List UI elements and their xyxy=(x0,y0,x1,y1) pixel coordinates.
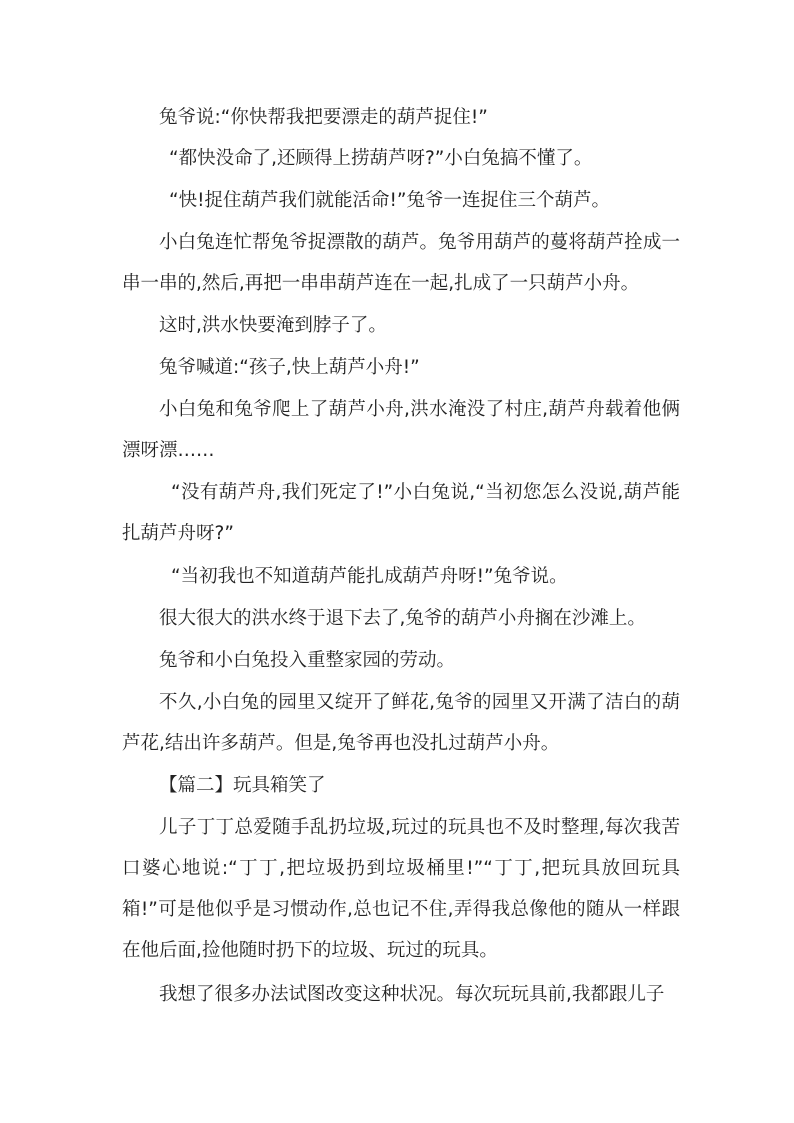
paragraph-4: 小白兔连忙帮兔爷捉漂散的葫芦。兔爷用葫芦的蔓将葫芦拴成一串一串的,然后,再把一串串葫芦连在一起,扎成了一只葫芦小舟。 xyxy=(122,232,680,294)
paragraph-9: “当初我也不知道葫芦能扎成葫芦舟呀!”兔爷说。 xyxy=(171,566,568,587)
paragraph-12: 不久,小白兔的园里又绽开了鲜花,兔爷的园里又开满了洁白的葫芦花,结出许多葫芦。但是,兔爷再也没扎过葫芦小舟。 xyxy=(122,692,680,754)
paragraph-13: 儿子丁丁总爱随手乱扔垃圾,玩过的玩具也不及时整理,每次我苦口婆心地说:“丁丁,把垃圾扔到垃圾桶里!”“丁丁,把玩具放回玩具箱!”可是他似乎是习惯动作,总也记不住,弄得我总像他的随从一样跟在他后面,捡他随时扔下的垃圾、玩过的玩具。 xyxy=(122,817,680,961)
paragraph-10: 很大很大的洪水终于退下去了,兔爷的葫芦小舟搁在沙滩上。 xyxy=(159,608,646,629)
paragraph-1: 兔爷说:“你快帮我把要漂走的葫芦捉住!” xyxy=(159,107,488,128)
paragraph-5: 这时,洪水快要淹到脖子了。 xyxy=(159,315,387,336)
paragraph-2: “都快没命了,还顾得上捞葫芦呀?”小白兔搞不懂了。 xyxy=(169,148,593,169)
paragraph-14: 我想了很多办法试图改变这种状况。每次玩玩具前,我都跟儿子 xyxy=(159,984,665,1005)
paragraph-3: “快!捉住葫芦我们就能活命!”兔爷一连捉住三个葫芦。 xyxy=(169,190,611,211)
paragraph-11: 兔爷和小白兔投入重整家园的劳动。 xyxy=(159,650,456,671)
paragraph-7: 小白兔和兔爷爬上了葫芦小舟,洪水淹没了村庄,葫芦舟载着他俩漂呀漂…… xyxy=(122,399,680,461)
section-heading: 【篇二】玩具箱笑了 xyxy=(159,775,326,796)
paragraph-6: 兔爷喊道:“孩子,快上葫芦小舟!” xyxy=(159,357,420,378)
paragraph-8: “没有葫芦舟,我们死定了!”小白兔说,“当初您怎么没说,葫芦能扎葫芦舟呀?” xyxy=(122,482,680,544)
